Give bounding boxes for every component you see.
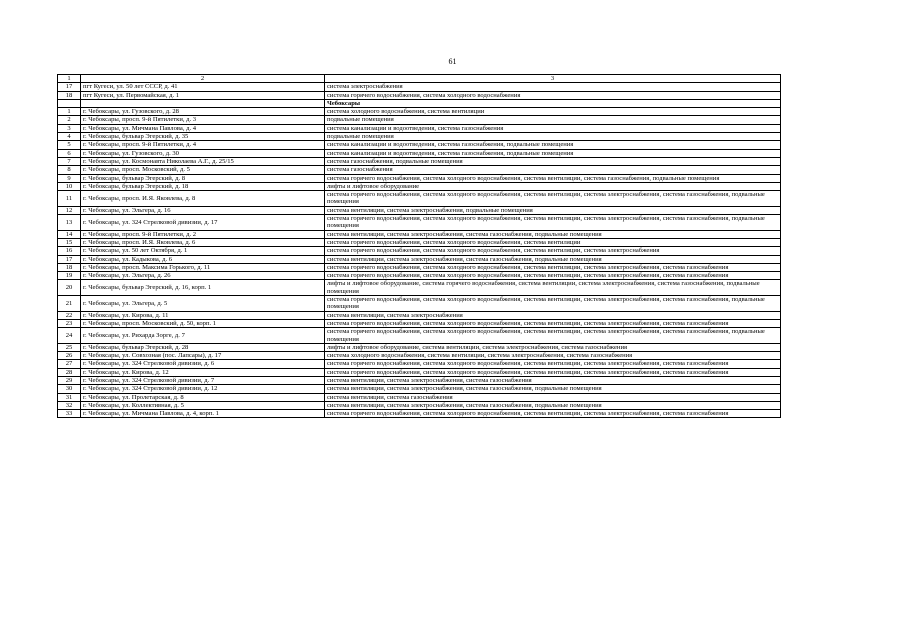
section-row: [58, 99, 781, 107]
table-row: [58, 360, 781, 368]
row-address: г. Чебоксары, ул. Коллективная, д. 5: [81, 401, 325, 409]
row-address: г. Чебоксары, ул. Гузовского, д. 28: [81, 108, 325, 116]
row-address: г. Чебоксары, ул. 324 Стрелковой дивизии, д. 6: [81, 360, 325, 368]
table-row: [58, 368, 781, 376]
table-row: [58, 401, 781, 409]
row-systems: система горячего водоснабжения, система холодного водоснабжения, система вентиляции, система электроснабжения, система газоснабжения: [325, 263, 781, 271]
row-number: 33: [58, 410, 81, 418]
column-header-address: 2: [81, 75, 325, 83]
row-systems: система газоснабжения, подвальные помещения: [325, 157, 781, 165]
row-systems: система электроснабжения: [325, 83, 781, 91]
table-row: [58, 83, 781, 91]
row-number: 17: [58, 83, 81, 91]
row-number: 5: [58, 141, 81, 149]
row-systems: система горячего водоснабжения, система холодного водоснабжения, система вентиляции, система электроснабжения, система газоснабжения, подвальные помещения: [325, 296, 781, 312]
row-address: г. Чебоксары, просп. И.Я. Яковлева, д. 6: [81, 238, 325, 246]
row-number: 12: [58, 206, 81, 214]
section-empty-number: [58, 99, 81, 107]
row-address: г. Чебоксары, бульвар Эгерский, д. 18: [81, 182, 325, 190]
table-row: [58, 91, 781, 99]
row-systems: система горячего водоснабжения, система холодного водоснабжения, система вентиляции, система газоснабжения, подвальные помещения: [325, 174, 781, 182]
row-systems: система горячего водоснабжения, система холодного водоснабжения, система вентиляции, система электроснабжения, система газоснабжения: [325, 360, 781, 368]
table-row: [58, 124, 781, 132]
row-number: 8: [58, 166, 81, 174]
table-row: [58, 255, 781, 263]
row-address: г. Чебоксары, ул. 50 лет Октября, д. 1: [81, 247, 325, 255]
table-row: [58, 116, 781, 124]
row-systems: система вентиляции, система газоснабжения: [325, 393, 781, 401]
row-address: г. Чебоксары, просп. 9-й Пятилетки, д. 2: [81, 230, 325, 238]
table-row: [58, 272, 781, 280]
row-number: 20: [58, 280, 81, 296]
row-systems: система вентиляции, система электроснабжения, подвальные помещения: [325, 206, 781, 214]
row-address: г. Чебоксары, ул. Рихарда Зорге, д. 7: [81, 328, 325, 344]
row-number: 32: [58, 401, 81, 409]
row-systems: система канализации и водоотведения, система газоснабжения, подвальные помещения: [325, 149, 781, 157]
row-address: г. Чебоксары, ул. 324 Стрелковой дивизии, д. 7: [81, 376, 325, 384]
row-number: 14: [58, 230, 81, 238]
row-address: г. Чебоксары, просп. 9-й Пятилетки, д. 4: [81, 141, 325, 149]
row-address: г. Чебоксары, ул. 324 Стрелковой дивизии, д. 12: [81, 385, 325, 393]
row-systems: подвальные помещения: [325, 116, 781, 124]
row-number: 17: [58, 255, 81, 263]
row-address: г. Чебоксары, ул. Пролетарская, д. 8: [81, 393, 325, 401]
table-row: [58, 174, 781, 182]
column-header-systems: 3: [325, 75, 781, 83]
row-number: 18: [58, 91, 81, 99]
row-address: г. Чебоксары, ул. Эльгера, д. 16: [81, 206, 325, 214]
row-systems: система горячего водоснабжения, система холодного водоснабжения, система вентиляции, система электроснабжения, система газоснабжения, подвальные помещения: [325, 215, 781, 231]
table-row: [58, 157, 781, 165]
row-systems: лифты и лифтовое оборудование, система горячего водоснабжения, система вентиляции, система электроснабжения, система газоснабжения, подвальные помещения: [325, 280, 781, 296]
row-number: 25: [58, 343, 81, 351]
row-number: 16: [58, 247, 81, 255]
table-row: [58, 280, 781, 296]
row-address: г. Чебоксары, ул. Кадыкова, д. 6: [81, 255, 325, 263]
table-row: [58, 311, 781, 319]
table-header-row: [58, 75, 781, 83]
table-row: [58, 247, 781, 255]
row-address: пгт Кугеси, ул. 50 лет СССР, д. 41: [81, 83, 325, 91]
column-header-number: 1: [58, 75, 81, 83]
table-row: [58, 328, 781, 344]
table-row: [58, 141, 781, 149]
row-address: пгт Кугеси, ул. Первомайская, д. 1: [81, 91, 325, 99]
row-address: г. Чебоксары, просп. 9-й Пятилетки, д. 3: [81, 116, 325, 124]
table-row: [58, 166, 781, 174]
row-systems: система горячего водоснабжения, система холодного водоснабжения, система вентиляции, система электроснабжения, система газоснабжения: [325, 272, 781, 280]
table-row: [58, 230, 781, 238]
row-number: 19: [58, 272, 81, 280]
row-systems: система горячего водоснабжения, система холодного водоснабжения: [325, 91, 781, 99]
table-row: [58, 393, 781, 401]
row-address: г. Чебоксары, бульвар Эгерский, д. 16, корп. 1: [81, 280, 325, 296]
row-systems: система вентиляции, система электроснабжения, система газоснабжения, подвальные помещения: [325, 401, 781, 409]
row-address: г. Чебоксары, ул. Гузовского, д. 30: [81, 149, 325, 157]
table-body: [58, 75, 781, 418]
row-systems: система горячего водоснабжения, система холодного водоснабжения, система вентиляции, система электроснабжения, система газоснабжения: [325, 319, 781, 327]
table-row: [58, 319, 781, 327]
row-number: 23: [58, 319, 81, 327]
row-address: г. Чебоксары, просп. Московский, д. 50, корп. 1: [81, 319, 325, 327]
row-systems: система вентиляции, система электроснабжения, система газоснабжения: [325, 376, 781, 384]
table-row: [58, 206, 781, 214]
row-number: 11: [58, 191, 81, 207]
row-address: г. Чебоксары, ул. Кирова, д. 11: [81, 311, 325, 319]
row-address: г. Чебоксары, просп. И.Я. Яковлева, д. 8: [81, 191, 325, 207]
row-address: г. Чебоксары, ул. Кирова, д. 12: [81, 368, 325, 376]
row-address: г. Чебоксары, бульвар Эгерский, д. 35: [81, 133, 325, 141]
table-row: [58, 263, 781, 271]
row-address: г. Чебоксары, просп. Максима Горького, д. 11: [81, 263, 325, 271]
row-number: 27: [58, 360, 81, 368]
table-row: [58, 215, 781, 231]
row-number: 28: [58, 368, 81, 376]
table-row: [58, 191, 781, 207]
row-systems: система горячего водоснабжения, система холодного водоснабжения, система вентиляции, система электроснабжения, система газоснабжения, подвальные помещения: [325, 328, 781, 344]
row-systems: лифты и лифтовое оборудование, система вентиляции, система электроснабжения, система газоснабжения: [325, 343, 781, 351]
row-systems: система вентиляции, система электроснабжения, система газоснабжения, подвальные помещения: [325, 230, 781, 238]
row-number: 13: [58, 215, 81, 231]
row-address: г. Чебоксары, бульвар Эгерский, д. 28: [81, 343, 325, 351]
table-row: [58, 376, 781, 384]
table-row: [58, 182, 781, 190]
row-number: 21: [58, 296, 81, 312]
row-systems: система холодного водоснабжения, система вентиляции, система электроснабжения, система газоснабжения: [325, 352, 781, 360]
row-number: 26: [58, 352, 81, 360]
row-systems: система горячего водоснабжения, система холодного водоснабжения, система вентиляции, система электроснабжения: [325, 247, 781, 255]
row-number: 24: [58, 328, 81, 344]
row-systems: система вентиляции, система электроснабжения: [325, 311, 781, 319]
row-number: 1: [58, 108, 81, 116]
row-number: 30: [58, 385, 81, 393]
row-systems: система вентиляции, система электроснабжения, система газоснабжения, подвальные помещения: [325, 255, 781, 263]
row-number: 6: [58, 149, 81, 157]
row-systems: система холодного водоснабжения, система вентиляции: [325, 108, 781, 116]
row-systems: система газоснабжения: [325, 166, 781, 174]
row-number: 9: [58, 174, 81, 182]
row-number: 2: [58, 116, 81, 124]
row-address: г. Чебоксары, ул. Эльгера, д. 26: [81, 272, 325, 280]
table-row: [58, 133, 781, 141]
row-number: 15: [58, 238, 81, 246]
row-address: г. Чебоксары, ул. Мичмана Павлова, д. 4: [81, 124, 325, 132]
row-address: г. Чебоксары, ул. Мичмана Павлова, д. 4, корп. 1: [81, 410, 325, 418]
row-systems: система канализации и водоотведения, система газоснабжения, подвальные помещения: [325, 141, 781, 149]
table-row: [58, 238, 781, 246]
row-systems: система горячего водоснабжения, система холодного водоснабжения, система вентиляции, система электроснабжения, система газоснабжения: [325, 368, 781, 376]
row-number: 31: [58, 393, 81, 401]
row-number: 10: [58, 182, 81, 190]
table-row: [58, 108, 781, 116]
row-address: г. Чебоксары, ул. 324 Стрелковой дивизии, д. 17: [81, 215, 325, 231]
row-number: 29: [58, 376, 81, 384]
row-address: г. Чебоксары, ул. Эльгера, д. 5: [81, 296, 325, 312]
row-number: 3: [58, 124, 81, 132]
section-empty-address: [81, 99, 325, 107]
row-address: г. Чебоксары, ул. Космонавта Николаева А.Г., д. 25/15: [81, 157, 325, 165]
row-address: г. Чебоксары, ул. Совхозная (пос. Лапсары), д. 17: [81, 352, 325, 360]
table-row: [58, 410, 781, 418]
row-systems: подвальные помещения: [325, 133, 781, 141]
row-number: 7: [58, 157, 81, 165]
buildings-table: [57, 74, 781, 418]
row-systems: система вентиляции, система электроснабжения, система газоснабжения, подвальные помещения: [325, 385, 781, 393]
row-number: 18: [58, 263, 81, 271]
row-systems: система горячего водоснабжения, система холодного водоснабжения, система вентиляции, система электроснабжения, система газоснабжения: [325, 410, 781, 418]
page-number: 61: [448, 57, 457, 66]
row-systems: лифты и лифтовое оборудование: [325, 182, 781, 190]
row-number: 4: [58, 133, 81, 141]
section-title: Чебоксары: [325, 99, 781, 107]
row-number: 22: [58, 311, 81, 319]
table-row: [58, 385, 781, 393]
table-row: [58, 149, 781, 157]
table-row: [58, 343, 781, 351]
row-systems: система канализации и водоотведения, система газоснабжения: [325, 124, 781, 132]
table-row: [58, 352, 781, 360]
row-systems: система горячего водоснабжения, система холодного водоснабжения, система вентиляции: [325, 238, 781, 246]
table-row: [58, 296, 781, 312]
row-systems: система горячего водоснабжения, система холодного водоснабжения, система вентиляции, система электроснабжения, система газоснабжения, подвальные помещения: [325, 191, 781, 207]
row-address: г. Чебоксары, просп. Московский, д. 5: [81, 166, 325, 174]
row-address: г. Чебоксары, бульвар Эгерский, д. 8: [81, 174, 325, 182]
